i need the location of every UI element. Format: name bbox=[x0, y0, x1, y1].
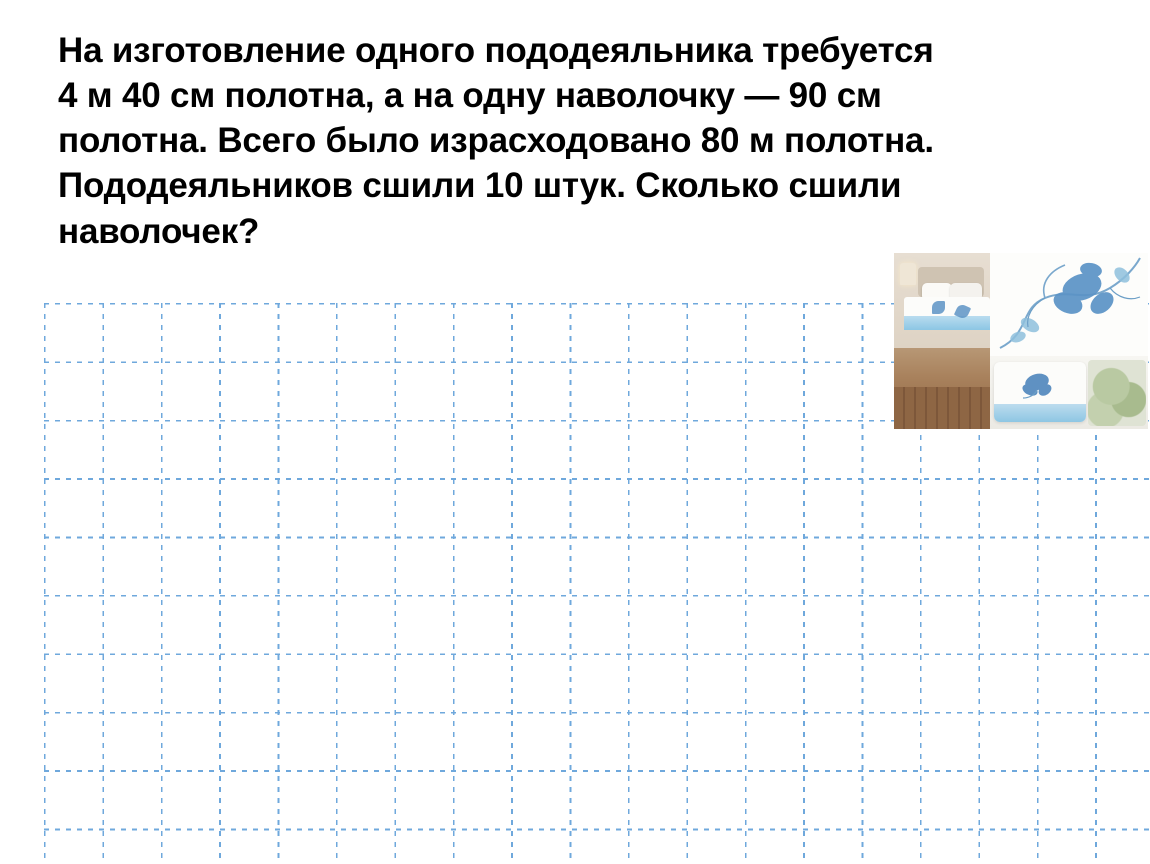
problem-line: наволочек? bbox=[58, 211, 260, 251]
pillows-photo bbox=[990, 356, 1148, 429]
greenery-decor bbox=[1088, 360, 1146, 426]
bedroom-photo bbox=[894, 253, 990, 429]
floral-motif-icon bbox=[1020, 370, 1054, 400]
problem-line: На изготовление одного пододеяльника требуется bbox=[58, 31, 934, 70]
floral-vine-icon bbox=[990, 253, 1148, 356]
problem-statement bbox=[58, 28, 1068, 254]
floor bbox=[894, 387, 990, 429]
floral-motif bbox=[932, 301, 945, 314]
problem-line: полотна. Всего было израсходовано 80 м полотна. bbox=[58, 121, 934, 161]
floral-pattern-photo bbox=[990, 253, 1148, 356]
problem-line: 4 м 40 см полотна, а на одну наволочку — 90 см bbox=[58, 76, 882, 116]
bedding-illustration bbox=[894, 253, 1148, 429]
pillow-band bbox=[994, 404, 1086, 422]
duvet-band bbox=[904, 316, 990, 330]
problem-line: Пододеяльников сшили 10 штук. Сколько сшили bbox=[58, 166, 902, 206]
lamp-icon bbox=[900, 263, 916, 285]
